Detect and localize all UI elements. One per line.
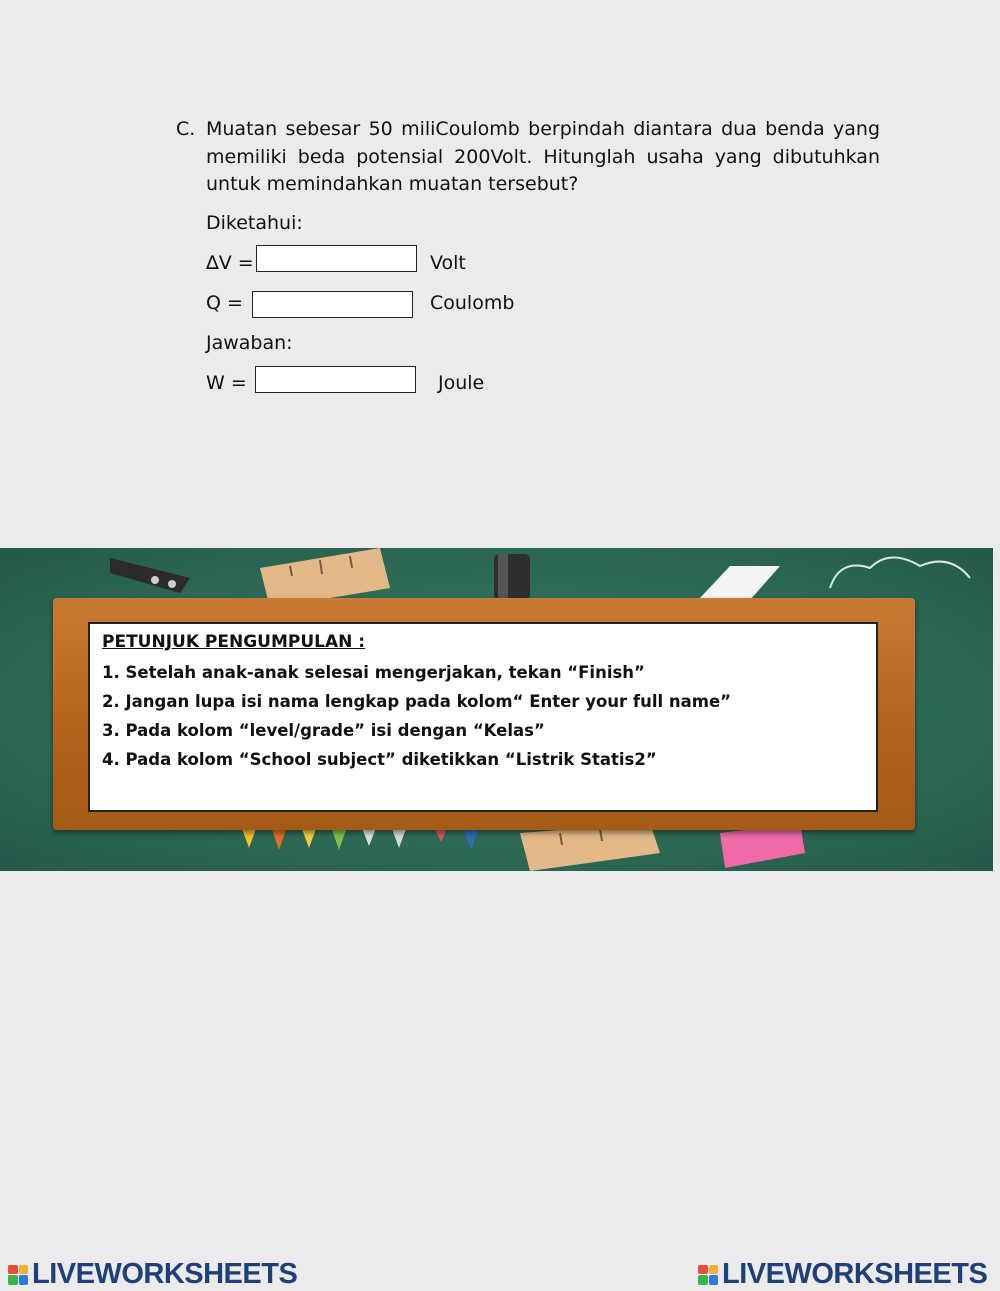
work-unit: Joule <box>438 372 485 394</box>
instruction-item: 4. Pada kolom “School subject” diketikkan “Listrik Statis2” <box>102 750 657 769</box>
instructions-title: PETUNJUK PENGUMPULAN : <box>102 632 366 652</box>
instruction-item: 1. Setelah anak-anak selesai mengerjakan, tekan “Finish” <box>102 663 645 682</box>
question-header <box>176 116 880 199</box>
logo-grid-icon <box>698 1265 718 1285</box>
charge-unit: Coulomb <box>430 292 515 314</box>
instructions-board <box>88 622 878 812</box>
compass-decoration <box>110 548 200 598</box>
logo-text: LIVEWORKSHEETS <box>32 1258 298 1290</box>
ruler-bottom-decoration <box>520 823 660 871</box>
question-section <box>176 116 880 199</box>
work-label: W = <box>206 372 247 394</box>
delta-v-unit: Volt <box>430 252 466 274</box>
charge-input[interactable] <box>252 291 413 318</box>
instruction-item: 2. Jangan lupa isi nama lengkap pada kolom“ Enter your full name” <box>102 692 731 711</box>
delta-v-label: ∆V = <box>206 252 254 274</box>
logo-text: LIVEWORKSHEETS <box>722 1258 988 1290</box>
pink-eraser-decoration <box>710 823 810 871</box>
question-letter: C. <box>176 118 196 140</box>
liveworksheets-logo-left <box>8 1258 297 1291</box>
jawaban-label: Jawaban: <box>206 332 293 354</box>
liveworksheets-logo-right <box>698 1258 987 1291</box>
logo-grid-icon <box>8 1265 28 1285</box>
work-input[interactable] <box>255 366 416 393</box>
delta-v-input[interactable] <box>256 245 417 272</box>
charge-label: Q = <box>206 292 243 314</box>
question-text: Muatan sebesar 50 miliCoulomb berpindah diantara dua benda yang memiliki beda potensial 200Volt. Hitunglah usaha yang dibutuhkan untuk memindahkan muatan tersebut? <box>206 118 880 195</box>
diketahui-label: Diketahui: <box>206 212 303 234</box>
instruction-item: 3. Pada kolom “level/grade” isi dengan “Kelas” <box>102 721 545 740</box>
marker-decoration <box>492 548 542 603</box>
